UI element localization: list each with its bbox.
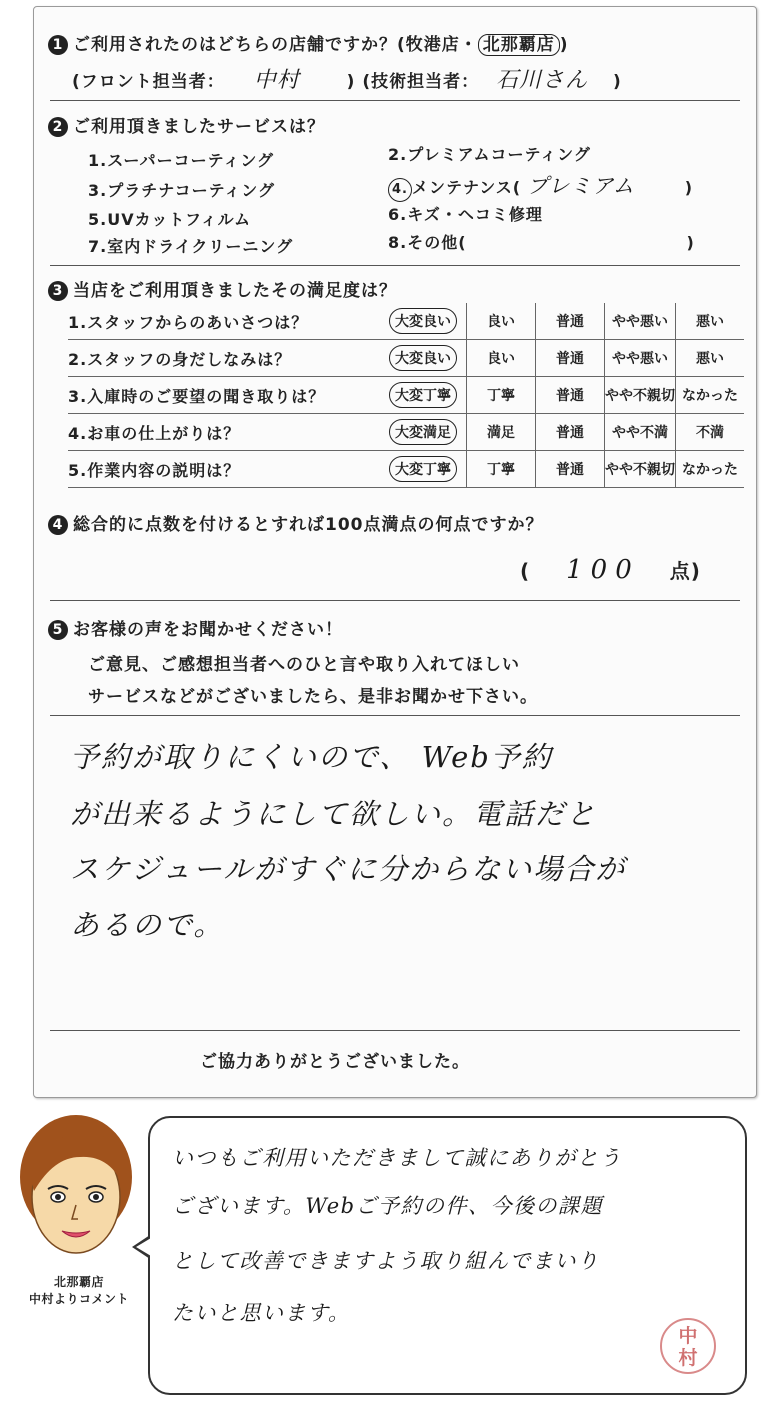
staff-caption-store: 北那覇店 xyxy=(53,1275,104,1289)
satisfaction-row xyxy=(68,451,744,488)
customer-comment-line: が出来るようにして欲しい。電話だと xyxy=(70,797,598,831)
satisfaction-option-label: 満足 xyxy=(487,425,515,441)
satisfaction-option xyxy=(605,451,676,488)
satisfaction-option xyxy=(380,303,467,340)
satisfaction-option-label: 悪い xyxy=(696,314,724,330)
staff-portrait-illustration xyxy=(10,1105,140,1285)
satisfaction-item: 5.作業内容の説明は？ xyxy=(68,451,380,488)
satisfaction-option xyxy=(536,414,605,451)
service-8-close: ) xyxy=(686,233,695,252)
satisfaction-option-label: 普通 xyxy=(556,314,584,330)
staff-reply-line: いつもご利用いただきまして誠にありがとう xyxy=(172,1146,622,1170)
q4-text: 総合的に点数を付けるとすれば100点満点の何点ですか？ xyxy=(73,515,544,535)
q2-text: ご利用頂きましたサービスは？ xyxy=(73,117,325,137)
divider xyxy=(50,600,740,601)
stamp-char-1: 中 xyxy=(678,1325,698,1347)
thanks-message: ご協力ありがとうございました。 xyxy=(200,1052,470,1072)
q1-close-paren: ) xyxy=(559,35,569,55)
q5-number: 5 xyxy=(48,620,68,640)
service-option: 5.UVカットフィルム xyxy=(88,210,252,229)
q3-number: 3 xyxy=(48,281,68,301)
satisfaction-option xyxy=(536,340,605,377)
customer-comment-line: スケジュールがすぐに分からない場合が xyxy=(70,852,627,886)
staff-reply-line: ございます。Webご予約の件、今後の課題 xyxy=(172,1194,604,1218)
tech-staff-close: ) xyxy=(612,72,622,92)
satisfaction-option xyxy=(676,451,745,488)
staff-reply-line: として改善できますよう取り組んでまいり xyxy=(172,1249,600,1273)
divider xyxy=(50,1030,740,1031)
q4-open-paren: ( xyxy=(520,559,531,583)
satisfaction-option-label: やや不親切 xyxy=(605,388,675,404)
q1-question xyxy=(48,30,569,56)
service-4-circled: 4. xyxy=(388,178,412,202)
q1-store-kitanaha-selected: 北那覇店 xyxy=(478,34,560,56)
satisfaction-option xyxy=(467,377,536,414)
satisfaction-option-label: 普通 xyxy=(556,351,584,367)
satisfaction-option xyxy=(380,414,467,451)
satisfaction-option xyxy=(536,303,605,340)
satisfaction-option-label: 普通 xyxy=(556,462,584,478)
satisfaction-option xyxy=(676,303,745,340)
satisfaction-option xyxy=(380,340,467,377)
satisfaction-option-selected: 大変良い xyxy=(389,345,457,371)
satisfaction-option-selected: 大変丁寧 xyxy=(389,456,457,482)
satisfaction-option-label: なかった xyxy=(682,388,738,404)
satisfaction-option-selected: 大変丁寧 xyxy=(389,382,457,408)
tech-staff-label: (技術担当者： xyxy=(362,72,480,92)
service-4-close: ) xyxy=(684,178,694,197)
satisfaction-option xyxy=(467,414,536,451)
stamp-char-2: 村 xyxy=(678,1347,698,1369)
q5-subtext-2: サービスなどがございましたら、是非お聞かせ下さい。 xyxy=(88,687,538,707)
q1-store-makiminato: 牧港店 xyxy=(405,35,460,55)
satisfaction-option xyxy=(676,377,745,414)
satisfaction-option-label: なかった xyxy=(682,462,738,478)
satisfaction-item: 4.お車の仕上がりは？ xyxy=(68,414,380,451)
service-option: 1.スーパーコーティング xyxy=(88,151,275,170)
satisfaction-option xyxy=(467,303,536,340)
staff-avatar xyxy=(10,1105,140,1285)
service-option: 7.室内ドライクリーニング xyxy=(88,237,294,256)
satisfaction-option-label: 不満 xyxy=(696,425,724,441)
satisfaction-table xyxy=(68,303,744,488)
satisfaction-option xyxy=(605,414,676,451)
satisfaction-row xyxy=(68,414,744,451)
q4-question xyxy=(48,510,544,535)
satisfaction-option-label: やや悪い xyxy=(612,351,668,367)
q1-number: 1 xyxy=(48,35,68,55)
bubble-tail-inner xyxy=(136,1238,151,1256)
satisfaction-option xyxy=(380,377,467,414)
divider xyxy=(50,265,740,266)
satisfaction-option xyxy=(467,340,536,377)
satisfaction-row xyxy=(68,340,744,377)
satisfaction-option xyxy=(536,377,605,414)
satisfaction-option-label: 普通 xyxy=(556,425,584,441)
q4-score-value: 100 xyxy=(566,555,640,585)
satisfaction-option xyxy=(605,340,676,377)
q4-answer xyxy=(520,555,701,585)
customer-comment-line: 予約が取りにくいので、 Web予約 xyxy=(70,740,553,774)
satisfaction-option-label: やや不親切 xyxy=(605,462,675,478)
q2-question xyxy=(48,112,325,137)
satisfaction-option-label: やや不満 xyxy=(612,425,668,441)
satisfaction-option-label: 丁寧 xyxy=(487,388,515,404)
front-staff-close: ) xyxy=(346,72,356,92)
staff-reply-line: たいと思います。 xyxy=(172,1301,351,1325)
q3-question xyxy=(48,276,397,301)
satisfaction-option-label: やや悪い xyxy=(612,314,668,330)
name-seal-stamp xyxy=(660,1318,716,1374)
satisfaction-option-label: 丁寧 xyxy=(487,462,515,478)
q1-separator: ・ xyxy=(459,35,478,55)
customer-comment-line: あるので。 xyxy=(70,908,225,942)
satisfaction-option-label: 良い xyxy=(487,314,515,330)
q4-unit: 点) xyxy=(669,559,701,583)
satisfaction-option xyxy=(380,451,467,488)
q3-text: 当店をご利用頂きましたその満足度は？ xyxy=(73,281,397,301)
service-option: 3.プラチナコーティング xyxy=(88,181,275,200)
satisfaction-option-label: 普通 xyxy=(556,388,584,404)
satisfaction-option xyxy=(605,303,676,340)
service-4-handwritten: プレミアム xyxy=(527,174,635,198)
service-4-label: メンテナンス( xyxy=(412,178,522,197)
q2-number: 2 xyxy=(48,117,68,137)
satisfaction-item: 3.入庫時のご要望の聞き取りは？ xyxy=(68,377,380,414)
satisfaction-row xyxy=(68,377,744,414)
satisfaction-option xyxy=(676,414,745,451)
satisfaction-option xyxy=(467,451,536,488)
service-option-selected xyxy=(388,170,693,202)
satisfaction-option-label: 良い xyxy=(487,351,515,367)
front-staff-value: 中村 xyxy=(253,68,300,93)
service-option: 2.プレミアムコーティング xyxy=(388,145,591,164)
service-option: 6.キズ・ヘコミ修理 xyxy=(388,205,543,224)
satisfaction-option-label: 悪い xyxy=(696,351,724,367)
q1-text: ご利用されたのはどちらの店舗ですか？( xyxy=(73,35,406,55)
divider xyxy=(50,100,740,101)
q1-staff-line xyxy=(72,63,622,94)
satisfaction-option-selected: 大変良い xyxy=(389,308,457,334)
divider xyxy=(50,715,740,716)
service-option-other xyxy=(388,230,695,253)
satisfaction-row xyxy=(68,303,744,340)
satisfaction-item: 1.スタッフからのあいさつは？ xyxy=(68,303,380,340)
q5-subtext-1: ご意見、ご感想担当者へのひと言や取り入れてほしい xyxy=(88,655,520,675)
q4-number: 4 xyxy=(48,515,68,535)
satisfaction-option xyxy=(676,340,745,377)
satisfaction-option-selected: 大変満足 xyxy=(389,419,457,445)
q5-text: お客様の声をお聞かせください！ xyxy=(73,620,343,640)
satisfaction-option xyxy=(605,377,676,414)
service-8-label: 8.その他( xyxy=(388,233,467,252)
tech-staff-value: 石川さん xyxy=(496,68,589,93)
satisfaction-item: 2.スタッフの身だしなみは？ xyxy=(68,340,380,377)
front-staff-label: (フロント担当者： xyxy=(72,72,225,92)
staff-caption-comment: 中村よりコメント xyxy=(28,1292,129,1306)
q5-question xyxy=(48,615,343,640)
satisfaction-option xyxy=(536,451,605,488)
